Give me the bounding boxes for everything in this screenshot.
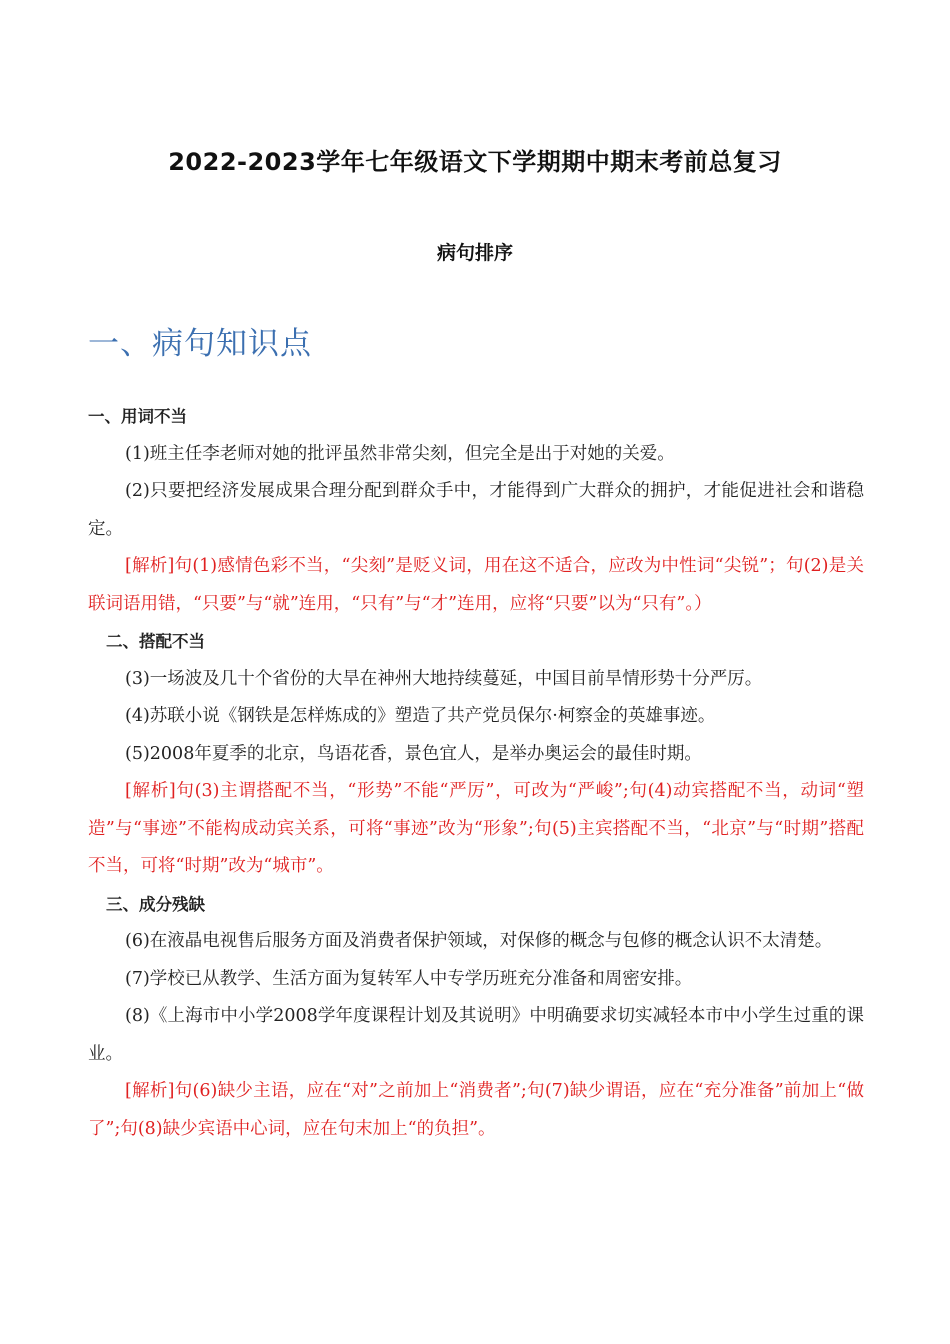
example-sentence: (6)在液晶电视售后服务方面及消费者保护领域，对保修的概念与包修的概念认识不太清楚。 [125, 931, 833, 951]
example-sentence: (2)只要把经济发展成果合理分配到群众手中，才能得到广大群众的拥护，才能促进社会和谐稳定。 [88, 481, 864, 539]
content-body [88, 398, 864, 1148]
group-missing-component [88, 886, 864, 1149]
example-sentence: (1)班主任李老师对她的批评虽然非常尖刻，但完全是出于对她的关爱。 [125, 443, 675, 464]
analysis-text: [解析]句(6)缺少主语，应在“对”之前加上“消费者”;句(7)缺少谓语，应在“充分准备”前加上“做了”;句(8)缺少宾语中心词，应在句末加上“的负担”。 [88, 1081, 864, 1139]
example-sentence: (7)学校已从教学、生活方面为复转军人中专学历班充分准备和周密安排。 [125, 968, 693, 989]
example-sentence: (5)2008年夏季的北京，鸟语花香，景色宜人，是举办奥运会的最佳时期。 [125, 743, 702, 764]
analysis-text: [解析]句(3)主谓搭配不当，“形势”不能“严厉”，可改为“严峻”;句(4)动宾搭配不当，动词“塑造”与“事迹”不能构成动宾关系，可将“事迹”改为“形象”;句(5)主宾搭配不当，“北京”与“时期”搭配不当，可将“时期”改为“城市”。 [88, 781, 864, 876]
document-title: 2022-2023学年七年级语文下学期期中期末考前总复习 [168, 148, 782, 176]
group-heading: 一、用词不当 [88, 407, 187, 426]
group-heading: 三、成分残缺 [106, 894, 205, 914]
analysis-text: [解析]句(1)感情色彩不当，“尖刻”是贬义词，用在这不适合，应改为中性词“尖锐”；句(2)是关联词语用错，“只要”与“就”连用，“只有”与“才”连用，应将“只要”以为“只有”。） [88, 556, 864, 614]
group-heading: 二、搭配不当 [106, 632, 205, 651]
group-word-misuse [88, 398, 864, 623]
group-collocation-error [88, 623, 864, 886]
example-sentence: (3)一场波及几十个省份的大旱在神州大地持续蔓延，中国目前旱情形势十分严厉。 [125, 668, 763, 689]
example-sentence: (8)《上海市中小学2008学年度课程计划及其说明》中明确要求切实减轻本市中小学生过重的课业。 [88, 1006, 864, 1064]
section-heading: 一、病句知识点 [88, 326, 312, 362]
example-sentence: (4)苏联小说《钢铁是怎样炼成的》塑造了共产党员保尔·柯察金的英雄事迹。 [125, 706, 716, 726]
document-subtitle: 病句排序 [436, 242, 513, 264]
